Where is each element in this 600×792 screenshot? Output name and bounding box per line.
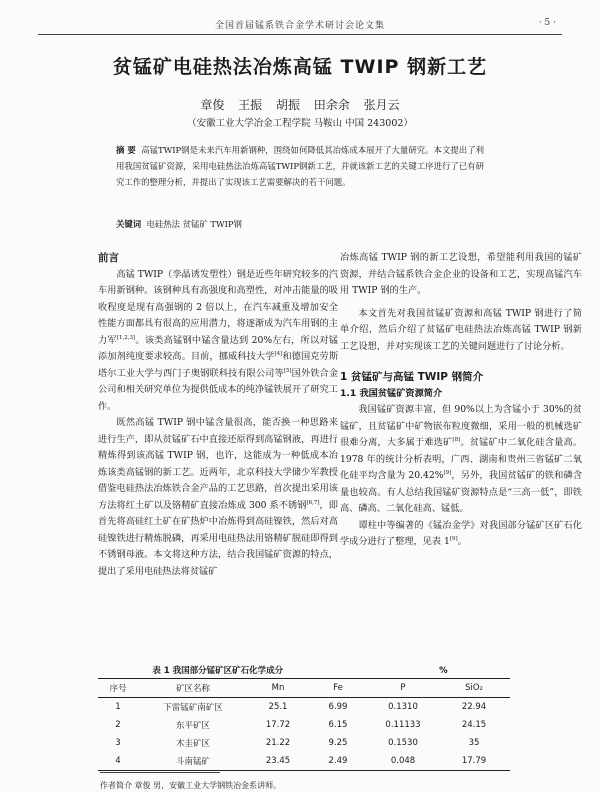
footnote-rule <box>100 772 220 773</box>
composition-table <box>98 678 510 771</box>
keywords <box>116 218 242 230</box>
citation: [5] <box>283 367 292 374</box>
citation: [4] <box>274 350 283 357</box>
col-header: SiO₂ <box>465 683 483 693</box>
table-unit: % <box>439 666 448 676</box>
keywords-label: 关键词 <box>116 219 142 229</box>
citation: [6,7] <box>306 499 320 506</box>
col-header: Mn <box>271 683 285 693</box>
affiliation: （安徽工业大学冶金工程学院 马鞍山 中国 243002） <box>187 118 413 129</box>
citation: [9] <box>449 535 458 542</box>
table-header-row <box>98 679 510 698</box>
col-header: 序号 <box>109 684 127 694</box>
paragraph-4: 本文首先对我国贫锰矿资源和高锰 TWIP 钢进行了简单介绍，然后介绍了贫锰矿电硅热法冶炼高锰 TWIP 钢新工艺设想，并对实现该工艺的关键问题进行了讨论分析。 <box>340 307 582 352</box>
citation: [9] <box>443 469 452 476</box>
running-title: 全国首届锰系铁合金学术研讨会论文集 <box>214 21 385 31</box>
citation: [1,2,3] <box>116 334 136 341</box>
header-rule <box>38 34 562 35</box>
paragraph-5: 我国锰矿资源丰富，但 90%以上为含锰小于 30%的贫锰矿，且贫锰矿中矿物嵌布粒度微细，采用一般的机械选矿很难分离，大多属于难选矿[8]。贫锰矿中二氧化硅含量高。1978 年的统计分析表明，广西、湖南和贵州三省锰矿二氧化硅平均含量为 20.42%[9]，另外，我国贫锰矿的铁和磷含量也较高。有人总结我国锰矿资源特点是“三高一低”，即铁高、磷高、二氧化硅高、锰低。 <box>340 404 583 514</box>
page-number: · 5 · <box>538 18 556 28</box>
paragraph-3: 冶炼高锰 TWIP 钢的新工艺设想，希望能利用我国的锰矿资源，并结合锰系铁合金企业的设备和工艺，实现高锰汽车用 TWIP 钢的生产。 <box>340 252 582 296</box>
paragraph-6: 谭柱中等编著的《锰冶金学》对我国部分锰矿区矿石化学成分进行了整理，见表 1[9]。 <box>340 519 582 547</box>
keywords-text: 电硅热法 贫锰矿 TWIP钢 <box>146 219 242 229</box>
table-row: 3 木圭矿区 21.22 9.25 0.1530 35 <box>115 738 480 749</box>
abstract <box>116 142 484 190</box>
citation: [8] <box>452 436 461 443</box>
abstract-text: 高锰TWIP钢是未来汽车用新钢种，围绕如何降低其冶炼成本展开了大量研究。本文提出了利用我国贫锰矿资源，采用电硅热法冶炼高锰TWIP钢新工艺，并就该新工艺的关键工序进行了已有研究工作的整理分析，并提出了实现该工艺需要解决的若干问题。 <box>116 145 484 187</box>
table-caption: 表 1 我国部分锰矿区矿石化学成分 % <box>152 666 448 676</box>
article-title: 贫锰矿电硅热法冶炼高锰 TWIP 钢新工艺 <box>112 56 488 78</box>
paragraph-2: 既然高锰 TWIP 钢中锰含量很高，能否换一种思路来进行生产，即从贫锰矿石中直接还原得到高锰钢液，再进行精炼得到该高锰 TWIP 钢，也许，这能成为一种低成本冶炼该类高锰钢的新工艺。近两年，北京科技大学储少军教授借鉴电硅热法冶炼铁合金产品的工艺思路，首次提出采用该方法将红土矿以及铬精矿直接冶炼成 300 系不锈钢[6,7]，即首先将高硅红土矿在矿热炉中冶炼得到高硅镍铁，然后对高硅镍铁进行精炼脱磷，再采用电硅热法用铬精矿脱硅即得到不锈钢母液。本文将这种方法，结合我国锰矿资源的特点，提出了采用电硅热法将贫锰矿 <box>98 417 338 577</box>
author-list: 章俊 王振 胡振 田余余 张月云 <box>200 98 400 112</box>
col-header: P <box>400 683 406 693</box>
table-row: 4 斗南锰矿 23.45 2.49 0.048 17.79 <box>98 752 510 771</box>
running-head <box>38 18 562 32</box>
section-1-heading: 1 贫锰矿与高锰 TWIP 钢简介 <box>340 371 484 383</box>
col-header: 矿区名称 <box>175 684 210 694</box>
left-column <box>98 250 338 580</box>
right-column <box>340 250 582 551</box>
table-row: 2 东平矿区 17.72 6.15 0.11133 24.15 <box>115 720 487 731</box>
author-footnote: 作者简介 章俊 男，安徽工业大学钢铁冶金系讲师。 <box>100 781 282 790</box>
preface-heading: 前言 <box>98 252 119 264</box>
paragraph-1: 高锰 TWIP（孪晶诱发塑性）钢是近些年研究较多的汽车用新钢种。该钢种具有高强度和高塑性，对冲击能量的吸收程度是现有高强钢的 2 倍以上，在汽车减重及增加安全性能方面都具有很高的应用潜力，将逐渐成为汽车用钢的主力军[1,2,3]。该类高锰钢中锰含量达到 20%左右，所以对锰添加剂纯度要求较高。目前，挪威科技大学[4]和德国克劳斯塔尔工业大学与西门子奥钢联科技有限公司等[5]国外铁合金公司和相关研究单位为提供低成本的纯净锰铁展开了研究工作。 <box>98 268 339 412</box>
table-row: 1 下雷锰矿南矿区 25.1 6.99 0.1310 22.94 <box>115 702 487 713</box>
col-header: Fe <box>333 683 343 693</box>
abstract-label: 摘 要 <box>116 145 136 155</box>
section-1-1-heading: 1.1 我国贫锰矿资源简介 <box>340 387 443 399</box>
